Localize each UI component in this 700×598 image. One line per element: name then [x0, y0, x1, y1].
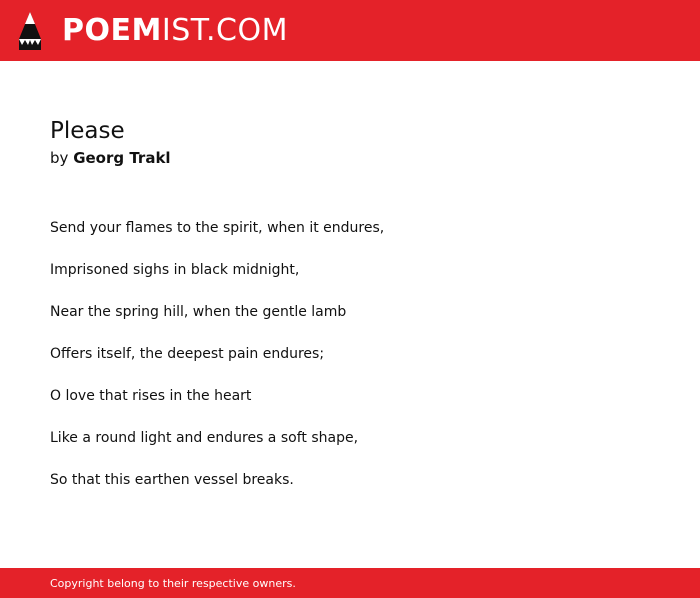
poem-line: Offers itself, the deepest pain endures;	[50, 346, 325, 362]
pencil-tip-icon	[18, 11, 42, 51]
site-logo-link[interactable]	[18, 0, 288, 61]
logo-text-light: IST.COM	[161, 12, 288, 48]
poem-title: Please	[50, 118, 125, 144]
poem-content	[50, 117, 650, 512]
copyright-text: Copyright belong to their respective owners.	[50, 576, 296, 590]
site-header	[0, 0, 700, 61]
poem-byline	[50, 148, 650, 168]
poem-line: O love that rises in the heart	[50, 388, 252, 404]
poem-line: Like a round light and endures a soft shape,	[50, 430, 359, 446]
poem-author: Georg Trakl	[73, 149, 171, 167]
site-logo-text	[62, 12, 288, 48]
poem-line: Send your flames to the spirit, when it endures,	[50, 220, 385, 236]
site-footer	[0, 568, 700, 598]
poem-line: So that this earthen vessel breaks.	[50, 472, 294, 488]
poem-line: Near the spring hill, when the gentle lamb	[50, 304, 347, 320]
poem-text	[50, 218, 650, 512]
poem-line: Imprisoned sighs in black midnight,	[50, 262, 300, 278]
by-label: by	[50, 149, 69, 167]
logo-text-bold: POEM	[62, 12, 162, 48]
